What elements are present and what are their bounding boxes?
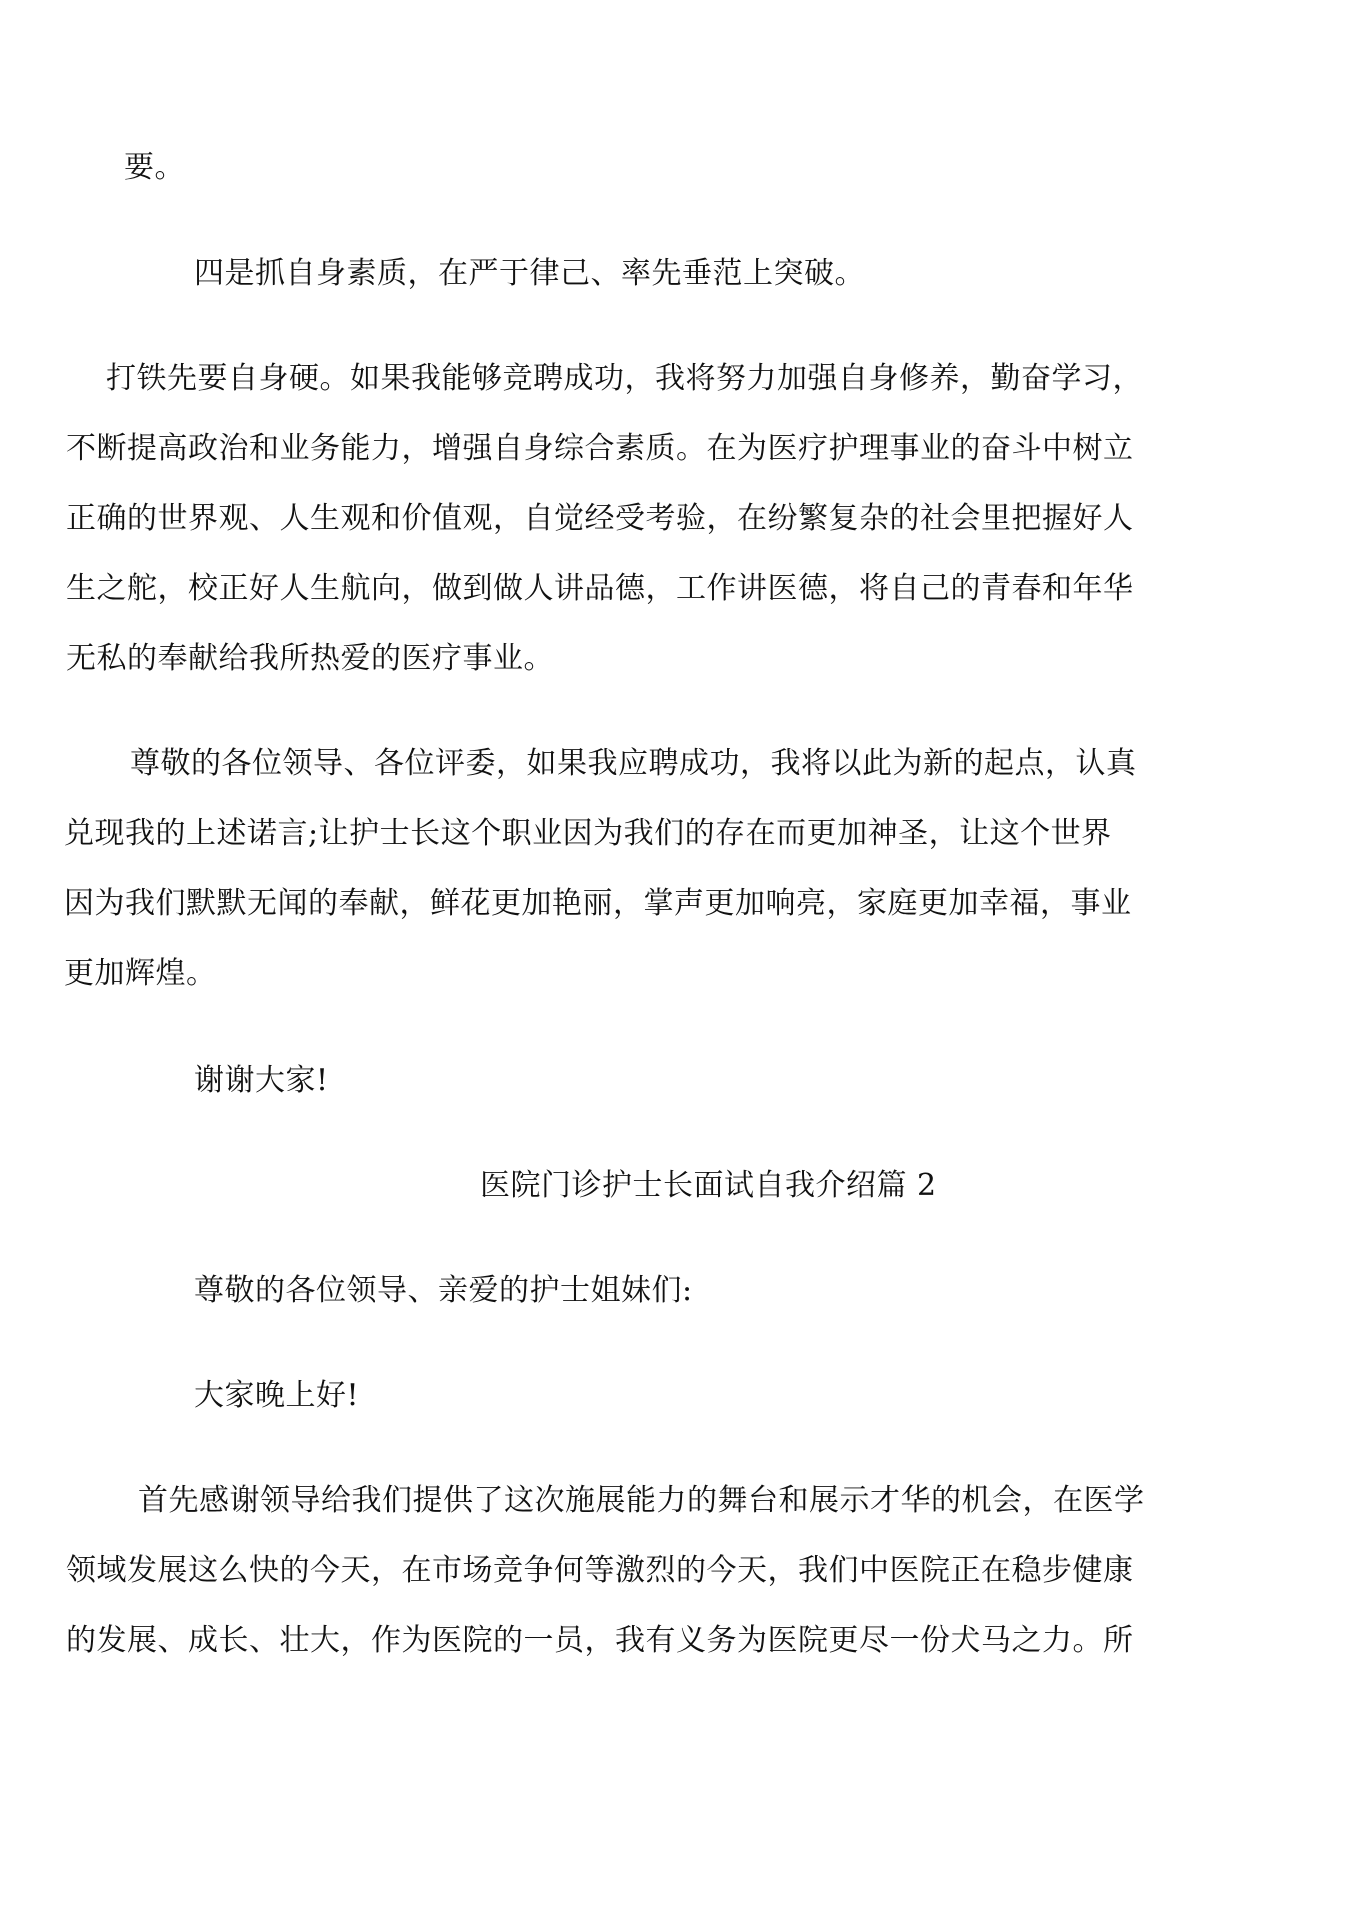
paragraph-tail: 要。 [124, 150, 185, 185]
paragraph-line: 生之舵，校正好人生航向，做到做人讲品德，工作讲医德，将自己的青春和年华 [66, 571, 1134, 606]
paragraph-line: 兑现我的上述诺言;让护士长这个职业因为我们的存在而更加神圣，让这个世界 [64, 816, 1112, 851]
paragraph-line: 无私的奉献给我所热爱的医疗事业。 [66, 641, 554, 676]
paragraph-line: 不断提高政治和业务能力，增强自身综合素质。在为医疗护理事业的奋斗中树立 [66, 431, 1134, 466]
paragraph-line: 因为我们默默无闻的奉献，鲜花更加艳丽，掌声更加响亮，家庭更加幸福，事业 [64, 886, 1132, 921]
paragraph-line: 领域发展这么快的今天，在市场竞争何等激烈的今天，我们中医院正在稳步健康 [66, 1553, 1134, 1588]
paragraph-line: 更加辉煌。 [64, 956, 217, 991]
greeting: 大家晚上好! [194, 1378, 360, 1413]
paragraph-line: 的发展、成长、壮大，作为医院的一员，我有义务为医院更尽一份犬马之力。所 [66, 1623, 1134, 1658]
paragraph-line: 打铁先要自身硬。如果我能够竞聘成功，我将努力加强自身修养，勤奋学习， [106, 361, 1143, 396]
paragraph-line: 尊敬的各位领导、各位评委，如果我应聘成功，我将以此为新的起点，认真 [130, 746, 1137, 781]
paragraph-line: 正确的世界观、人生观和价值观，自觉经受考验，在纷繁复杂的社会里把握好人 [66, 501, 1134, 536]
section-title: 医院门诊护士长面试自我介绍篇 2 [480, 1168, 937, 1203]
paragraph-line: 首先感谢领导给我们提供了这次施展能力的舞台和展示才华的机会，在医学 [138, 1483, 1145, 1518]
salutation: 尊敬的各位领导、亲爱的护士姐妹们: [194, 1273, 693, 1308]
point-four-heading: 四是抓自身素质，在严于律己、率先垂范上突破。 [194, 256, 865, 291]
thanks-line: 谢谢大家! [194, 1063, 329, 1098]
